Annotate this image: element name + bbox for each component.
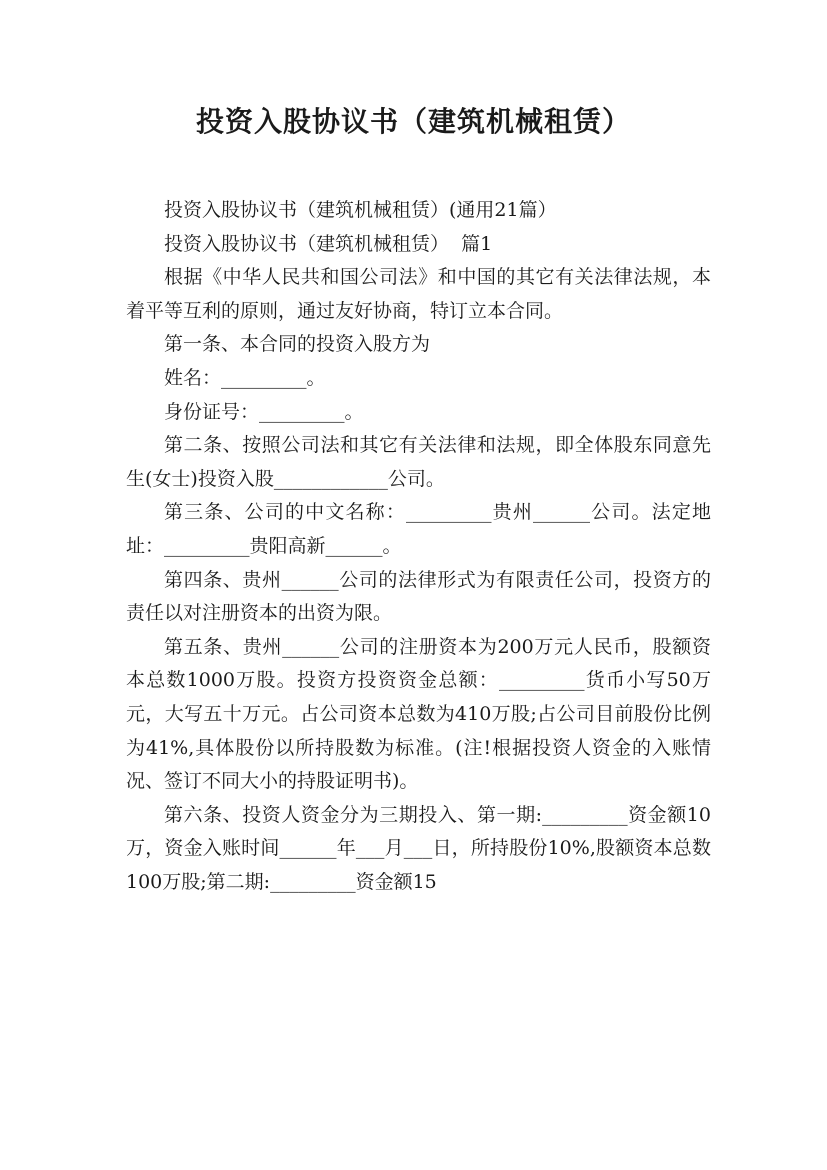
paragraph-article-4: 第四条、贵州______公司的法律形式为有限责任公司，投资方的责任以对注册资本的出资为限。 xyxy=(126,568,711,625)
paragraph-article-5: 第五条、贵州______公司的注册资本为200万元人民币，股额资本总数1000万股。投资方投资资金总额：_________货币小写50万元，大写五十万元。占公司资本总数为410万股;占公司目前股份比例为41%,具体股份以所持股数为标准。(注!根据投资人资金的入账情况、签订不同大小的持股证明书)。 xyxy=(126,635,711,793)
paragraph-name-field: 姓名：_________。 xyxy=(164,366,326,389)
paragraph-id-field: 身份证号：_________。 xyxy=(164,400,364,423)
paragraph-article-1: 第一条、本合同的投资入股方为 xyxy=(164,333,431,356)
paragraph-section-heading: 投资入股协议书（建筑机械租赁） 篇1 xyxy=(164,232,493,255)
paragraph-subtitle: 投资入股协议书（建筑机械租赁）(通用21篇） xyxy=(164,199,557,221)
paragraph-article-3: 第三条、公司的中文名称：_________贵州______公司。法定地址：_________贵阳高新______。 xyxy=(126,501,711,557)
document-body xyxy=(126,194,711,899)
paragraph-preamble: 根据《中华人民共和国公司法》和中国的其它有关法律法规，本着平等互利的原则，通过友好协商，特订立本合同。 xyxy=(126,266,711,322)
paragraph-article-2: 第二条、按照公司法和其它有关法律和法规，即全体股东同意先生(女士)投资入股____________公司。 xyxy=(126,434,711,490)
document-title: 投资入股协议书（建筑机械租赁） xyxy=(195,105,631,138)
paragraph-article-6: 第六条、投资人资金分为三期投入、第一期:_________资金额10万，资金入账时间______年___月___日，所持股份10%,股额资本总数100万股;第二期:_________资金额15 xyxy=(126,803,711,893)
